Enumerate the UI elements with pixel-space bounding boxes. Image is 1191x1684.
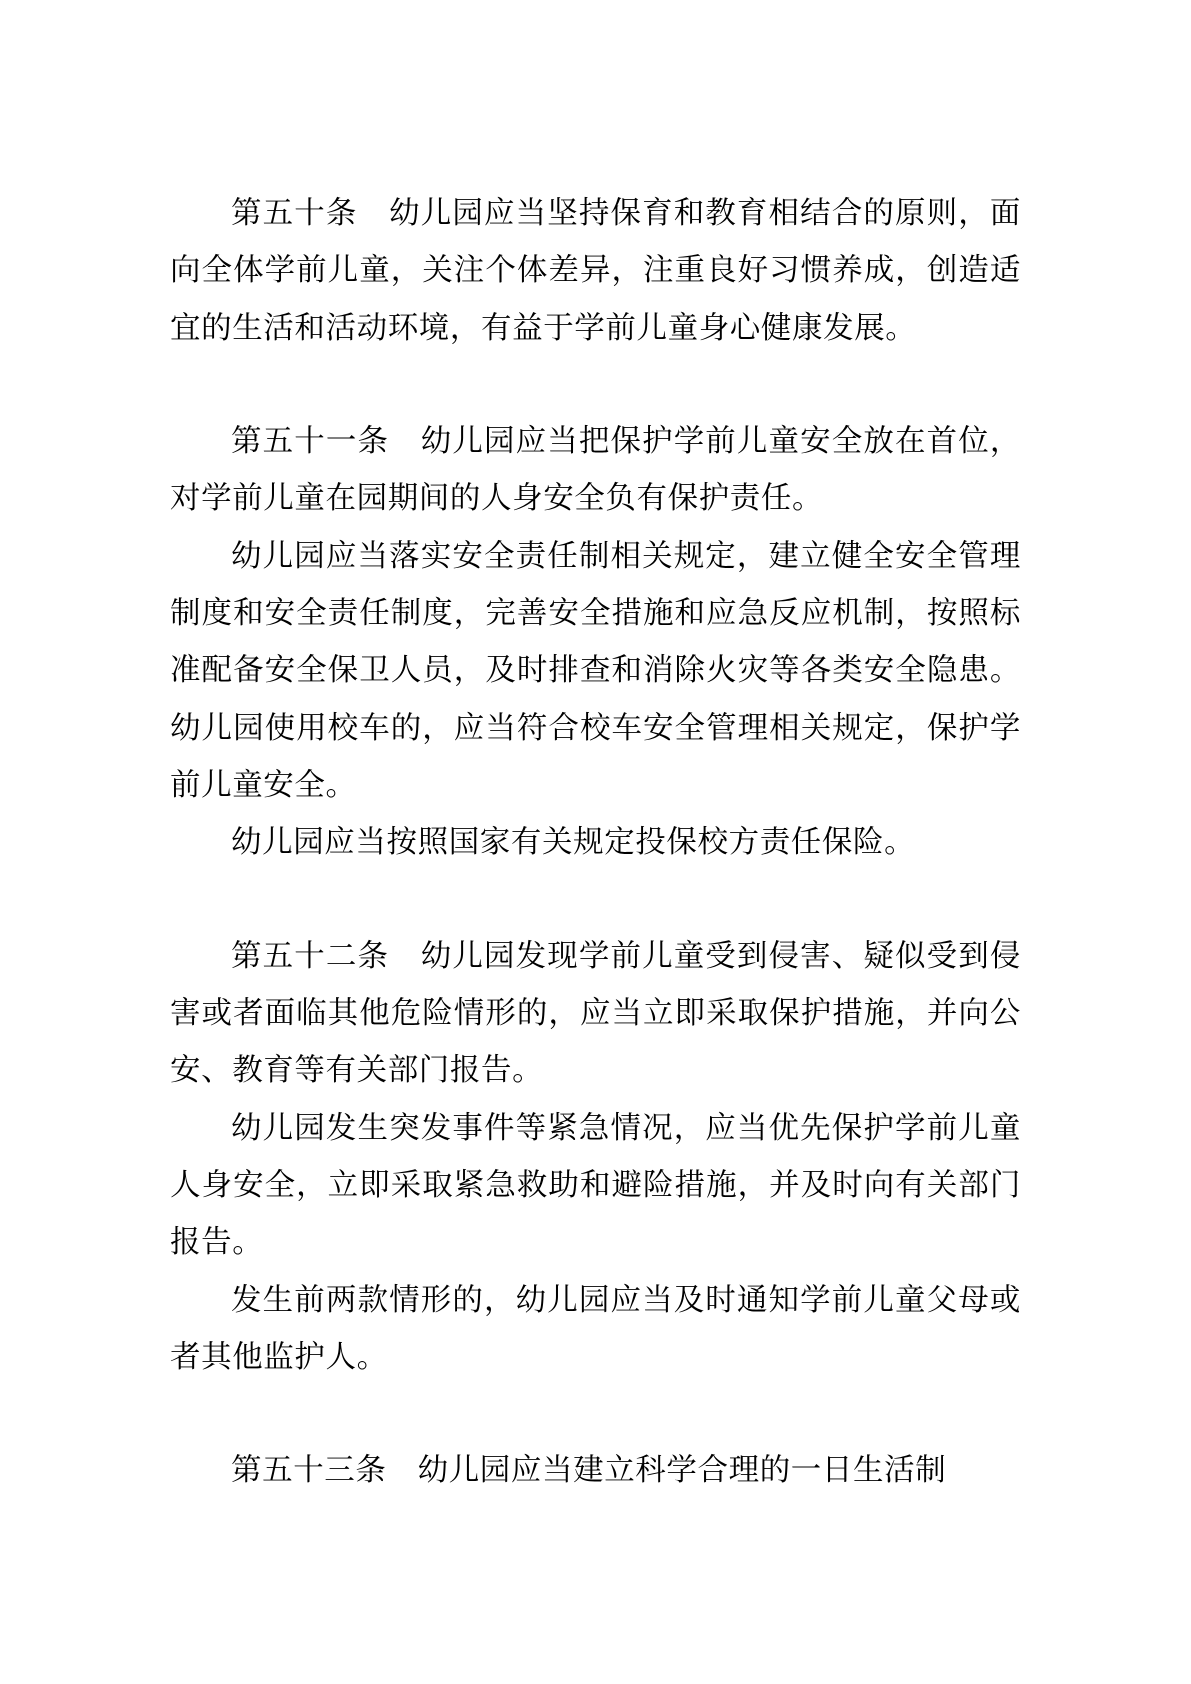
paragraph-article-51-p3: 幼儿园应当按照国家有关规定投保校方责任保险。 — [231, 825, 916, 860]
paragraph-article-52-p2: 幼儿园发生突发事件等紧急情况，应当优先保护学前儿童人身安全，立即采取紧急救助和避险措施，并及时向有关部门报告。 — [170, 1110, 1021, 1260]
paragraph-spacer — [170, 872, 1021, 928]
document-body — [170, 185, 1021, 1500]
paragraph-spacer — [170, 357, 1021, 413]
paragraph-article-52-p1: 第五十二条 幼儿园发现学前儿童受到侵害、疑似受到侵害或者面临其他危险情形的，应当立即采取保护措施，并向公安、教育等有关部门报告。 — [170, 938, 1021, 1088]
paragraph-article-53-p1: 第五十三条 幼儿园应当建立科学合理的一日生活制 — [231, 1453, 947, 1488]
paragraph-spacer — [170, 1386, 1021, 1442]
paragraph-article-51-p1: 第五十一条 幼儿园应当把保护学前儿童安全放在首位，对学前儿童在园期间的人身安全负有保护责任。 — [170, 423, 1021, 516]
paragraph-article-50: 第五十条 幼儿园应当坚持保育和教育相结合的原则，面向全体学前儿童，关注个体差异，注重良好习惯养成，创造适宜的生活和活动环境，有益于学前儿童身心健康发展。 — [170, 196, 1021, 345]
paragraph-article-52-p3: 发生前两款情形的，幼儿园应当及时通知学前儿童父母或者其他监护人。 — [170, 1282, 1021, 1374]
paragraph-article-51-p2: 幼儿园应当落实安全责任制相关规定，建立健全安全管理制度和安全责任制度，完善安全措施和应急反应机制，按照标准配备安全保卫人员，及时排查和消除火灾等各类安全隐患。幼儿园使用校车的，应当符合校车安全管理相关规定，保护学前儿童安全。 — [170, 538, 1021, 802]
